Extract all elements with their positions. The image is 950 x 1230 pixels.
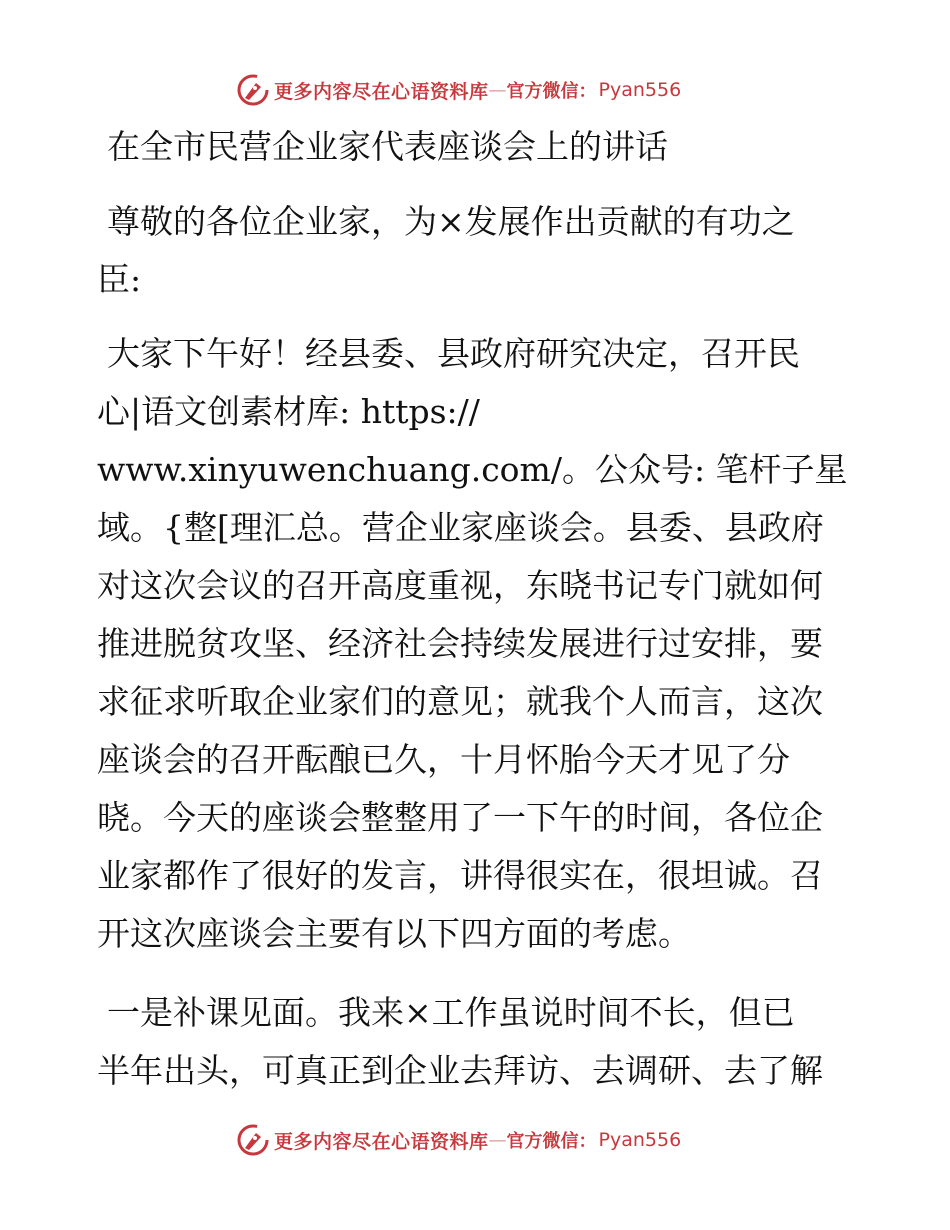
body-line: 一是补课见面。我来×工作虽说时间不长，但已 <box>107 993 795 1032</box>
document-title: 在全市民营企业家代表座谈会上的讲话 <box>107 127 668 166</box>
pen-nib-circle-logo-icon <box>236 73 270 107</box>
banner-wechat-label: 官方微信： <box>506 81 597 102</box>
header-banner <box>236 72 681 108</box>
banner-separator: — <box>488 1129 507 1151</box>
pen-nib-circle-logo-icon <box>236 1123 270 1157</box>
body-line: 座谈会的召开酝酿已久，十月怀胎今天才见了分 <box>97 740 790 779</box>
body-line: 半年出头，可真正到企业去拜访、去调研、去了解 <box>97 1051 823 1090</box>
banner-wechat-label: 官方微信： <box>506 1131 597 1152</box>
body-line: 心|语文创素材库: https:// <box>97 392 480 431</box>
body-line: 业家都作了很好的发言，讲得很实在，很坦诚。召 <box>97 856 823 895</box>
banner-main-text: 更多内容尽在心语资料库 <box>274 80 489 103</box>
footer-banner <box>236 1122 681 1158</box>
body-line: 大家下午好！经县委、县政府研究决定，召开民 <box>107 334 800 373</box>
body-line: 晓。今天的座谈会整整用了一下午的时间，各位企 <box>97 798 823 837</box>
body-line: www.xinyuwenchuang.com/。公众号: 笔杆子星 <box>97 450 848 489</box>
body-line: 推进脱贫攻坚、经济社会持续发展进行过安排，要 <box>97 624 823 663</box>
banner-separator: — <box>488 79 507 101</box>
body-line: 臣: <box>97 260 142 299</box>
body-line: 尊敬的各位企业家，为×发展作出贡献的有功之 <box>107 202 795 241</box>
body-line: 开这次座谈会主要有以下四方面的考虑。 <box>97 914 691 953</box>
body-line: 对这次会议的召开高度重视，东晓书记专门就如何 <box>97 566 823 605</box>
body-line: 域。{整[理汇总。营企业家座谈会。县委、县政府 <box>97 508 824 547</box>
banner-wechat-id: Pyan556 <box>598 1129 682 1151</box>
banner-wechat-id: Pyan556 <box>598 79 682 101</box>
banner-main-text: 更多内容尽在心语资料库 <box>274 1130 489 1153</box>
body-line: 求征求听取企业家们的意见；就我个人而言，这次 <box>97 682 823 721</box>
